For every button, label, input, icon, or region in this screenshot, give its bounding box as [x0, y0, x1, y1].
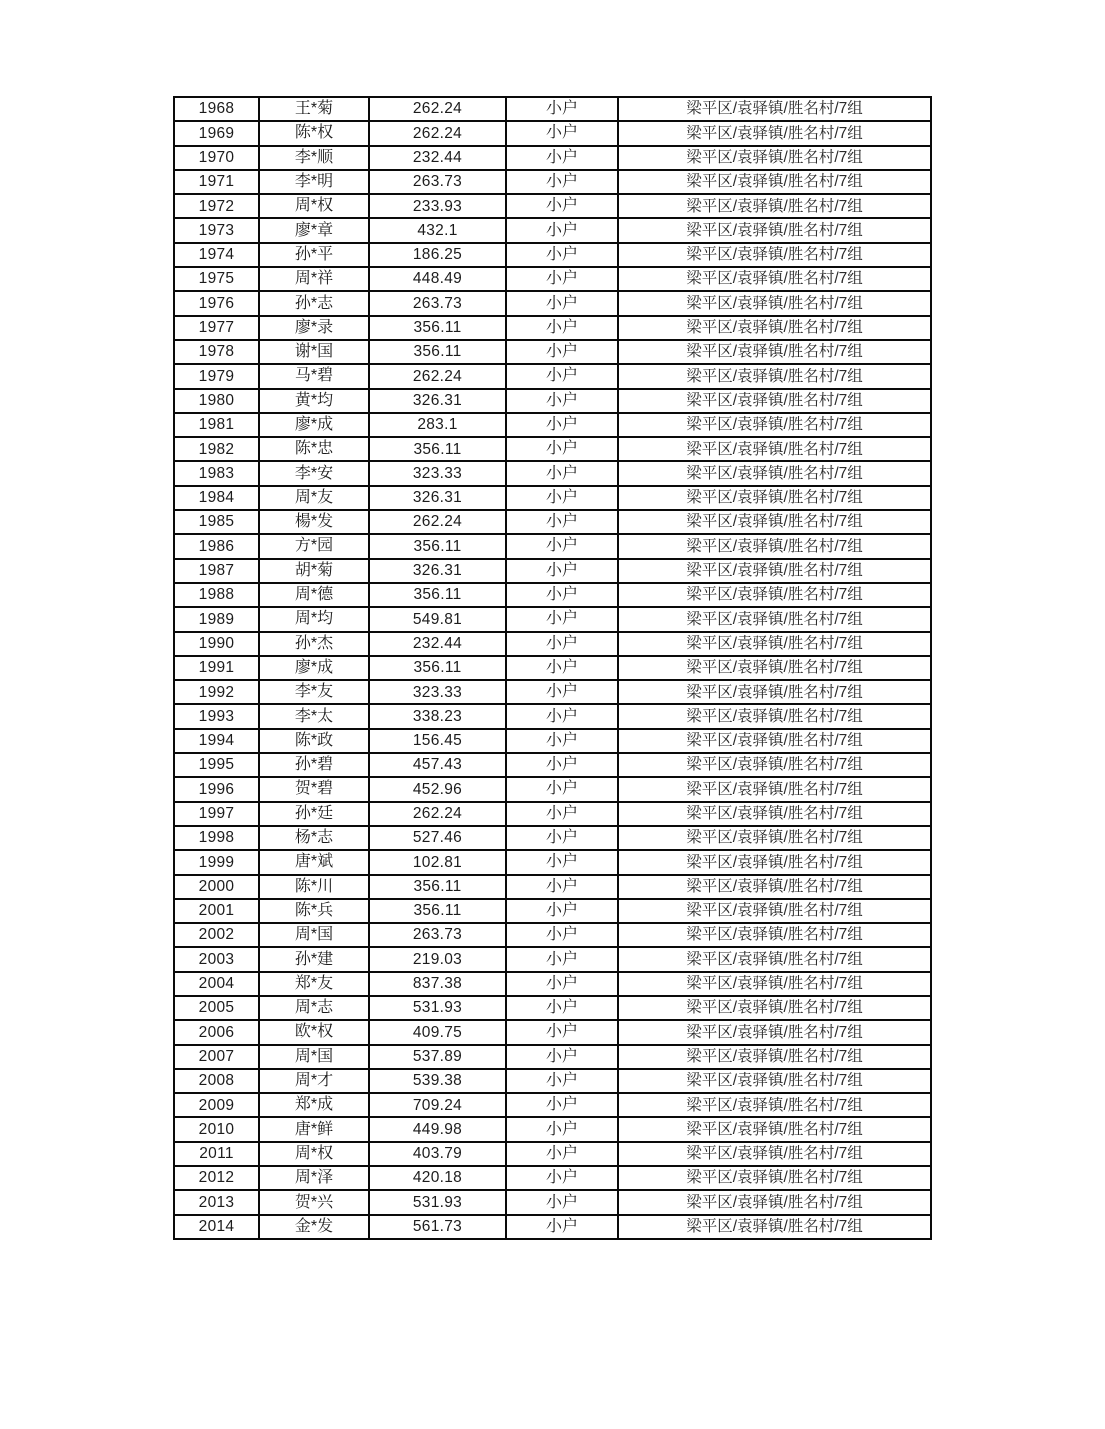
row-id-cell: 2008 — [174, 1069, 259, 1093]
location-cell: 梁平区/袁驿镇/胜名村/7组 — [618, 1215, 931, 1239]
amount-cell: 232.44 — [369, 632, 506, 656]
table-row — [174, 826, 931, 850]
table-row — [174, 899, 931, 923]
category-cell: 小户 — [506, 680, 618, 704]
category-cell: 小户 — [506, 413, 618, 437]
name-cell: 胡*菊 — [259, 559, 369, 583]
name-cell: 孙*志 — [259, 291, 369, 315]
name-cell: 郑*友 — [259, 972, 369, 996]
name-cell: 欧*权 — [259, 1020, 369, 1044]
table-row — [174, 170, 931, 194]
table-row — [174, 875, 931, 899]
location-cell: 梁平区/袁驿镇/胜名村/7组 — [618, 534, 931, 558]
name-cell: 黄*均 — [259, 389, 369, 413]
category-cell: 小户 — [506, 559, 618, 583]
row-id-cell: 2003 — [174, 947, 259, 971]
category-cell: 小户 — [506, 510, 618, 534]
name-cell: 周*友 — [259, 486, 369, 510]
amount-cell: 539.38 — [369, 1069, 506, 1093]
location-cell: 梁平区/袁驿镇/胜名村/7组 — [618, 1166, 931, 1190]
name-cell: 杨*志 — [259, 826, 369, 850]
row-id-cell: 1981 — [174, 413, 259, 437]
name-cell: 陈*权 — [259, 121, 369, 145]
location-cell: 梁平区/袁驿镇/胜名村/7组 — [618, 850, 931, 874]
category-cell: 小户 — [506, 97, 618, 121]
category-cell: 小户 — [506, 1045, 618, 1069]
records-table — [173, 96, 932, 1240]
name-cell: 陈*兵 — [259, 899, 369, 923]
table-row — [174, 1142, 931, 1166]
row-id-cell: 1991 — [174, 656, 259, 680]
amount-cell: 837.38 — [369, 972, 506, 996]
category-cell: 小户 — [506, 777, 618, 801]
location-cell: 梁平区/袁驿镇/胜名村/7组 — [618, 704, 931, 728]
location-cell: 梁平区/袁驿镇/胜名村/7组 — [618, 510, 931, 534]
category-cell: 小户 — [506, 1020, 618, 1044]
row-id-cell: 1983 — [174, 461, 259, 485]
table-row — [174, 632, 931, 656]
category-cell: 小户 — [506, 656, 618, 680]
row-id-cell: 2010 — [174, 1117, 259, 1141]
row-id-cell: 2000 — [174, 875, 259, 899]
name-cell: 楊*发 — [259, 510, 369, 534]
row-id-cell: 1969 — [174, 121, 259, 145]
amount-cell: 527.46 — [369, 826, 506, 850]
location-cell: 梁平区/袁驿镇/胜名村/7组 — [618, 559, 931, 583]
location-cell: 梁平区/袁驿镇/胜名村/7组 — [618, 486, 931, 510]
category-cell: 小户 — [506, 632, 618, 656]
table-row — [174, 656, 931, 680]
row-id-cell: 1990 — [174, 632, 259, 656]
amount-cell: 156.45 — [369, 729, 506, 753]
amount-cell: 263.73 — [369, 291, 506, 315]
table-row — [174, 534, 931, 558]
location-cell: 梁平区/袁驿镇/胜名村/7组 — [618, 121, 931, 145]
location-cell: 梁平区/袁驿镇/胜名村/7组 — [618, 632, 931, 656]
category-cell: 小户 — [506, 996, 618, 1020]
amount-cell: 356.11 — [369, 437, 506, 461]
amount-cell: 432.1 — [369, 218, 506, 242]
amount-cell: 561.73 — [369, 1215, 506, 1239]
category-cell: 小户 — [506, 972, 618, 996]
row-id-cell: 1994 — [174, 729, 259, 753]
amount-cell: 263.73 — [369, 170, 506, 194]
row-id-cell: 1999 — [174, 850, 259, 874]
location-cell: 梁平区/袁驿镇/胜名村/7组 — [618, 680, 931, 704]
table-row — [174, 1093, 931, 1117]
table-row — [174, 1020, 931, 1044]
amount-cell: 233.93 — [369, 194, 506, 218]
name-cell: 周*德 — [259, 583, 369, 607]
category-cell: 小户 — [506, 826, 618, 850]
location-cell: 梁平区/袁驿镇/胜名村/7组 — [618, 777, 931, 801]
location-cell: 梁平区/袁驿镇/胜名村/7组 — [618, 243, 931, 267]
category-cell: 小户 — [506, 1190, 618, 1214]
name-cell: 周*泽 — [259, 1166, 369, 1190]
row-id-cell: 1979 — [174, 364, 259, 388]
amount-cell: 356.11 — [369, 316, 506, 340]
name-cell: 陈*忠 — [259, 437, 369, 461]
amount-cell: 709.24 — [369, 1093, 506, 1117]
name-cell: 郑*成 — [259, 1093, 369, 1117]
location-cell: 梁平区/袁驿镇/胜名村/7组 — [618, 899, 931, 923]
location-cell: 梁平区/袁驿镇/胜名村/7组 — [618, 1020, 931, 1044]
location-cell: 梁平区/袁驿镇/胜名村/7组 — [618, 656, 931, 680]
category-cell: 小户 — [506, 364, 618, 388]
amount-cell: 448.49 — [369, 267, 506, 291]
table-row — [174, 704, 931, 728]
category-cell: 小户 — [506, 1069, 618, 1093]
category-cell: 小户 — [506, 194, 618, 218]
amount-cell: 420.18 — [369, 1166, 506, 1190]
row-id-cell: 1971 — [174, 170, 259, 194]
location-cell: 梁平区/袁驿镇/胜名村/7组 — [618, 1142, 931, 1166]
category-cell: 小户 — [506, 1142, 618, 1166]
table-row — [174, 1117, 931, 1141]
amount-cell: 457.43 — [369, 753, 506, 777]
location-cell: 梁平区/袁驿镇/胜名村/7组 — [618, 1190, 931, 1214]
location-cell: 梁平区/袁驿镇/胜名村/7组 — [618, 729, 931, 753]
table-row — [174, 680, 931, 704]
name-cell: 孙*建 — [259, 947, 369, 971]
amount-cell: 531.93 — [369, 1190, 506, 1214]
row-id-cell: 1975 — [174, 267, 259, 291]
row-id-cell: 2007 — [174, 1045, 259, 1069]
amount-cell: 356.11 — [369, 534, 506, 558]
table-row — [174, 1069, 931, 1093]
category-cell: 小户 — [506, 802, 618, 826]
table-row — [174, 729, 931, 753]
amount-cell: 356.11 — [369, 656, 506, 680]
category-cell: 小户 — [506, 1215, 618, 1239]
name-cell: 孙*杰 — [259, 632, 369, 656]
location-cell: 梁平区/袁驿镇/胜名村/7组 — [618, 1093, 931, 1117]
name-cell: 周*权 — [259, 194, 369, 218]
amount-cell: 537.89 — [369, 1045, 506, 1069]
category-cell: 小户 — [506, 1117, 618, 1141]
table-row — [174, 1045, 931, 1069]
table-row — [174, 486, 931, 510]
location-cell: 梁平区/袁驿镇/胜名村/7组 — [618, 996, 931, 1020]
table-row — [174, 194, 931, 218]
location-cell: 梁平区/袁驿镇/胜名村/7组 — [618, 413, 931, 437]
row-id-cell: 2013 — [174, 1190, 259, 1214]
table-row — [174, 996, 931, 1020]
name-cell: 周*才 — [259, 1069, 369, 1093]
category-cell: 小户 — [506, 461, 618, 485]
location-cell: 梁平区/袁驿镇/胜名村/7组 — [618, 583, 931, 607]
row-id-cell: 1974 — [174, 243, 259, 267]
location-cell: 梁平区/袁驿镇/胜名村/7组 — [618, 607, 931, 631]
amount-cell: 356.11 — [369, 340, 506, 364]
amount-cell: 102.81 — [369, 850, 506, 874]
category-cell: 小户 — [506, 218, 618, 242]
category-cell: 小户 — [506, 850, 618, 874]
category-cell: 小户 — [506, 316, 618, 340]
category-cell: 小户 — [506, 729, 618, 753]
location-cell: 梁平区/袁驿镇/胜名村/7组 — [618, 947, 931, 971]
table-row — [174, 461, 931, 485]
row-id-cell: 2011 — [174, 1142, 259, 1166]
category-cell: 小户 — [506, 146, 618, 170]
row-id-cell: 1987 — [174, 559, 259, 583]
location-cell: 梁平区/袁驿镇/胜名村/7组 — [618, 97, 931, 121]
row-id-cell: 1980 — [174, 389, 259, 413]
row-id-cell: 1996 — [174, 777, 259, 801]
row-id-cell: 2009 — [174, 1093, 259, 1117]
amount-cell: 409.75 — [369, 1020, 506, 1044]
location-cell: 梁平区/袁驿镇/胜名村/7组 — [618, 437, 931, 461]
row-id-cell: 1978 — [174, 340, 259, 364]
category-cell: 小户 — [506, 1093, 618, 1117]
row-id-cell: 2004 — [174, 972, 259, 996]
name-cell: 陈*政 — [259, 729, 369, 753]
name-cell: 李*友 — [259, 680, 369, 704]
table-row — [174, 146, 931, 170]
category-cell: 小户 — [506, 291, 618, 315]
location-cell: 梁平区/袁驿镇/胜名村/7组 — [618, 291, 931, 315]
name-cell: 周*均 — [259, 607, 369, 631]
name-cell: 唐*鲜 — [259, 1117, 369, 1141]
location-cell: 梁平区/袁驿镇/胜名村/7组 — [618, 364, 931, 388]
location-cell: 梁平区/袁驿镇/胜名村/7组 — [618, 316, 931, 340]
location-cell: 梁平区/袁驿镇/胜名村/7组 — [618, 923, 931, 947]
category-cell: 小户 — [506, 923, 618, 947]
location-cell: 梁平区/袁驿镇/胜名村/7组 — [618, 802, 931, 826]
amount-cell: 263.73 — [369, 923, 506, 947]
row-id-cell: 2014 — [174, 1215, 259, 1239]
amount-cell: 356.11 — [369, 583, 506, 607]
row-id-cell: 1973 — [174, 218, 259, 242]
name-cell: 周*志 — [259, 996, 369, 1020]
name-cell: 唐*斌 — [259, 850, 369, 874]
table-row — [174, 510, 931, 534]
table-row — [174, 364, 931, 388]
category-cell: 小户 — [506, 534, 618, 558]
row-id-cell: 2005 — [174, 996, 259, 1020]
table-row — [174, 413, 931, 437]
table-row — [174, 243, 931, 267]
row-id-cell: 1986 — [174, 534, 259, 558]
name-cell: 李*安 — [259, 461, 369, 485]
row-id-cell: 1977 — [174, 316, 259, 340]
name-cell: 李*明 — [259, 170, 369, 194]
table-row — [174, 583, 931, 607]
row-id-cell: 1972 — [174, 194, 259, 218]
name-cell: 马*碧 — [259, 364, 369, 388]
name-cell: 周*权 — [259, 1142, 369, 1166]
location-cell: 梁平区/袁驿镇/胜名村/7组 — [618, 389, 931, 413]
amount-cell: 356.11 — [369, 875, 506, 899]
name-cell: 方*园 — [259, 534, 369, 558]
table-row — [174, 97, 931, 121]
category-cell: 小户 — [506, 389, 618, 413]
table-row — [174, 972, 931, 996]
name-cell: 谢*国 — [259, 340, 369, 364]
name-cell: 李*顺 — [259, 146, 369, 170]
location-cell: 梁平区/袁驿镇/胜名村/7组 — [618, 170, 931, 194]
amount-cell: 232.44 — [369, 146, 506, 170]
table-row — [174, 777, 931, 801]
category-cell: 小户 — [506, 753, 618, 777]
row-id-cell: 1995 — [174, 753, 259, 777]
amount-cell: 326.31 — [369, 389, 506, 413]
row-id-cell: 2012 — [174, 1166, 259, 1190]
table-row — [174, 1166, 931, 1190]
row-id-cell: 1968 — [174, 97, 259, 121]
row-id-cell: 1988 — [174, 583, 259, 607]
table-row — [174, 291, 931, 315]
amount-cell: 531.93 — [369, 996, 506, 1020]
table-row — [174, 559, 931, 583]
name-cell: 廖*章 — [259, 218, 369, 242]
row-id-cell: 1997 — [174, 802, 259, 826]
category-cell: 小户 — [506, 607, 618, 631]
name-cell: 孙*平 — [259, 243, 369, 267]
table-row — [174, 267, 931, 291]
amount-cell: 449.98 — [369, 1117, 506, 1141]
row-id-cell: 2002 — [174, 923, 259, 947]
location-cell: 梁平区/袁驿镇/胜名村/7组 — [618, 146, 931, 170]
row-id-cell: 2006 — [174, 1020, 259, 1044]
category-cell: 小户 — [506, 875, 618, 899]
records-table-body — [174, 97, 931, 1239]
amount-cell: 356.11 — [369, 899, 506, 923]
location-cell: 梁平区/袁驿镇/胜名村/7组 — [618, 1117, 931, 1141]
location-cell: 梁平区/袁驿镇/胜名村/7组 — [618, 972, 931, 996]
category-cell: 小户 — [506, 170, 618, 194]
name-cell: 王*菊 — [259, 97, 369, 121]
name-cell: 周*国 — [259, 923, 369, 947]
name-cell: 孙*廷 — [259, 802, 369, 826]
location-cell: 梁平区/袁驿镇/胜名村/7组 — [618, 1045, 931, 1069]
table-row — [174, 607, 931, 631]
location-cell: 梁平区/袁驿镇/胜名村/7组 — [618, 826, 931, 850]
row-id-cell: 1984 — [174, 486, 259, 510]
table-row — [174, 850, 931, 874]
table-row — [174, 218, 931, 242]
name-cell: 孙*碧 — [259, 753, 369, 777]
amount-cell: 262.24 — [369, 121, 506, 145]
table-row — [174, 1190, 931, 1214]
amount-cell: 262.24 — [369, 802, 506, 826]
category-cell: 小户 — [506, 340, 618, 364]
category-cell: 小户 — [506, 583, 618, 607]
name-cell: 廖*录 — [259, 316, 369, 340]
category-cell: 小户 — [506, 947, 618, 971]
amount-cell: 323.33 — [369, 680, 506, 704]
table-row — [174, 1215, 931, 1239]
location-cell: 梁平区/袁驿镇/胜名村/7组 — [618, 194, 931, 218]
amount-cell: 219.03 — [369, 947, 506, 971]
category-cell: 小户 — [506, 437, 618, 461]
row-id-cell: 1976 — [174, 291, 259, 315]
table-row — [174, 753, 931, 777]
amount-cell: 403.79 — [369, 1142, 506, 1166]
name-cell: 周*祥 — [259, 267, 369, 291]
amount-cell: 262.24 — [369, 97, 506, 121]
name-cell: 贺*碧 — [259, 777, 369, 801]
amount-cell: 452.96 — [369, 777, 506, 801]
location-cell: 梁平区/袁驿镇/胜名村/7组 — [618, 461, 931, 485]
category-cell: 小户 — [506, 121, 618, 145]
row-id-cell: 1998 — [174, 826, 259, 850]
row-id-cell: 2001 — [174, 899, 259, 923]
row-id-cell: 1992 — [174, 680, 259, 704]
name-cell: 金*发 — [259, 1215, 369, 1239]
name-cell: 陈*川 — [259, 875, 369, 899]
location-cell: 梁平区/袁驿镇/胜名村/7组 — [618, 218, 931, 242]
category-cell: 小户 — [506, 243, 618, 267]
category-cell: 小户 — [506, 486, 618, 510]
location-cell: 梁平区/袁驿镇/胜名村/7组 — [618, 875, 931, 899]
table-row — [174, 340, 931, 364]
table-row — [174, 316, 931, 340]
name-cell: 贺*兴 — [259, 1190, 369, 1214]
location-cell: 梁平区/袁驿镇/胜名村/7组 — [618, 753, 931, 777]
row-id-cell: 1993 — [174, 704, 259, 728]
category-cell: 小户 — [506, 704, 618, 728]
amount-cell: 262.24 — [369, 364, 506, 388]
location-cell: 梁平区/袁驿镇/胜名村/7组 — [618, 340, 931, 364]
name-cell: 周*国 — [259, 1045, 369, 1069]
amount-cell: 326.31 — [369, 486, 506, 510]
location-cell: 梁平区/袁驿镇/胜名村/7组 — [618, 1069, 931, 1093]
table-row — [174, 437, 931, 461]
row-id-cell: 1989 — [174, 607, 259, 631]
amount-cell: 326.31 — [369, 559, 506, 583]
amount-cell: 323.33 — [369, 461, 506, 485]
table-row — [174, 121, 931, 145]
table-row — [174, 947, 931, 971]
amount-cell: 186.25 — [369, 243, 506, 267]
category-cell: 小户 — [506, 267, 618, 291]
table-row — [174, 389, 931, 413]
table-row — [174, 802, 931, 826]
name-cell: 李*太 — [259, 704, 369, 728]
name-cell: 廖*成 — [259, 413, 369, 437]
category-cell: 小户 — [506, 1166, 618, 1190]
amount-cell: 283.1 — [369, 413, 506, 437]
amount-cell: 262.24 — [369, 510, 506, 534]
category-cell: 小户 — [506, 899, 618, 923]
amount-cell: 338.23 — [369, 704, 506, 728]
row-id-cell: 1982 — [174, 437, 259, 461]
location-cell: 梁平区/袁驿镇/胜名村/7组 — [618, 267, 931, 291]
name-cell: 廖*成 — [259, 656, 369, 680]
table-row — [174, 923, 931, 947]
row-id-cell: 1970 — [174, 146, 259, 170]
row-id-cell: 1985 — [174, 510, 259, 534]
amount-cell: 549.81 — [369, 607, 506, 631]
